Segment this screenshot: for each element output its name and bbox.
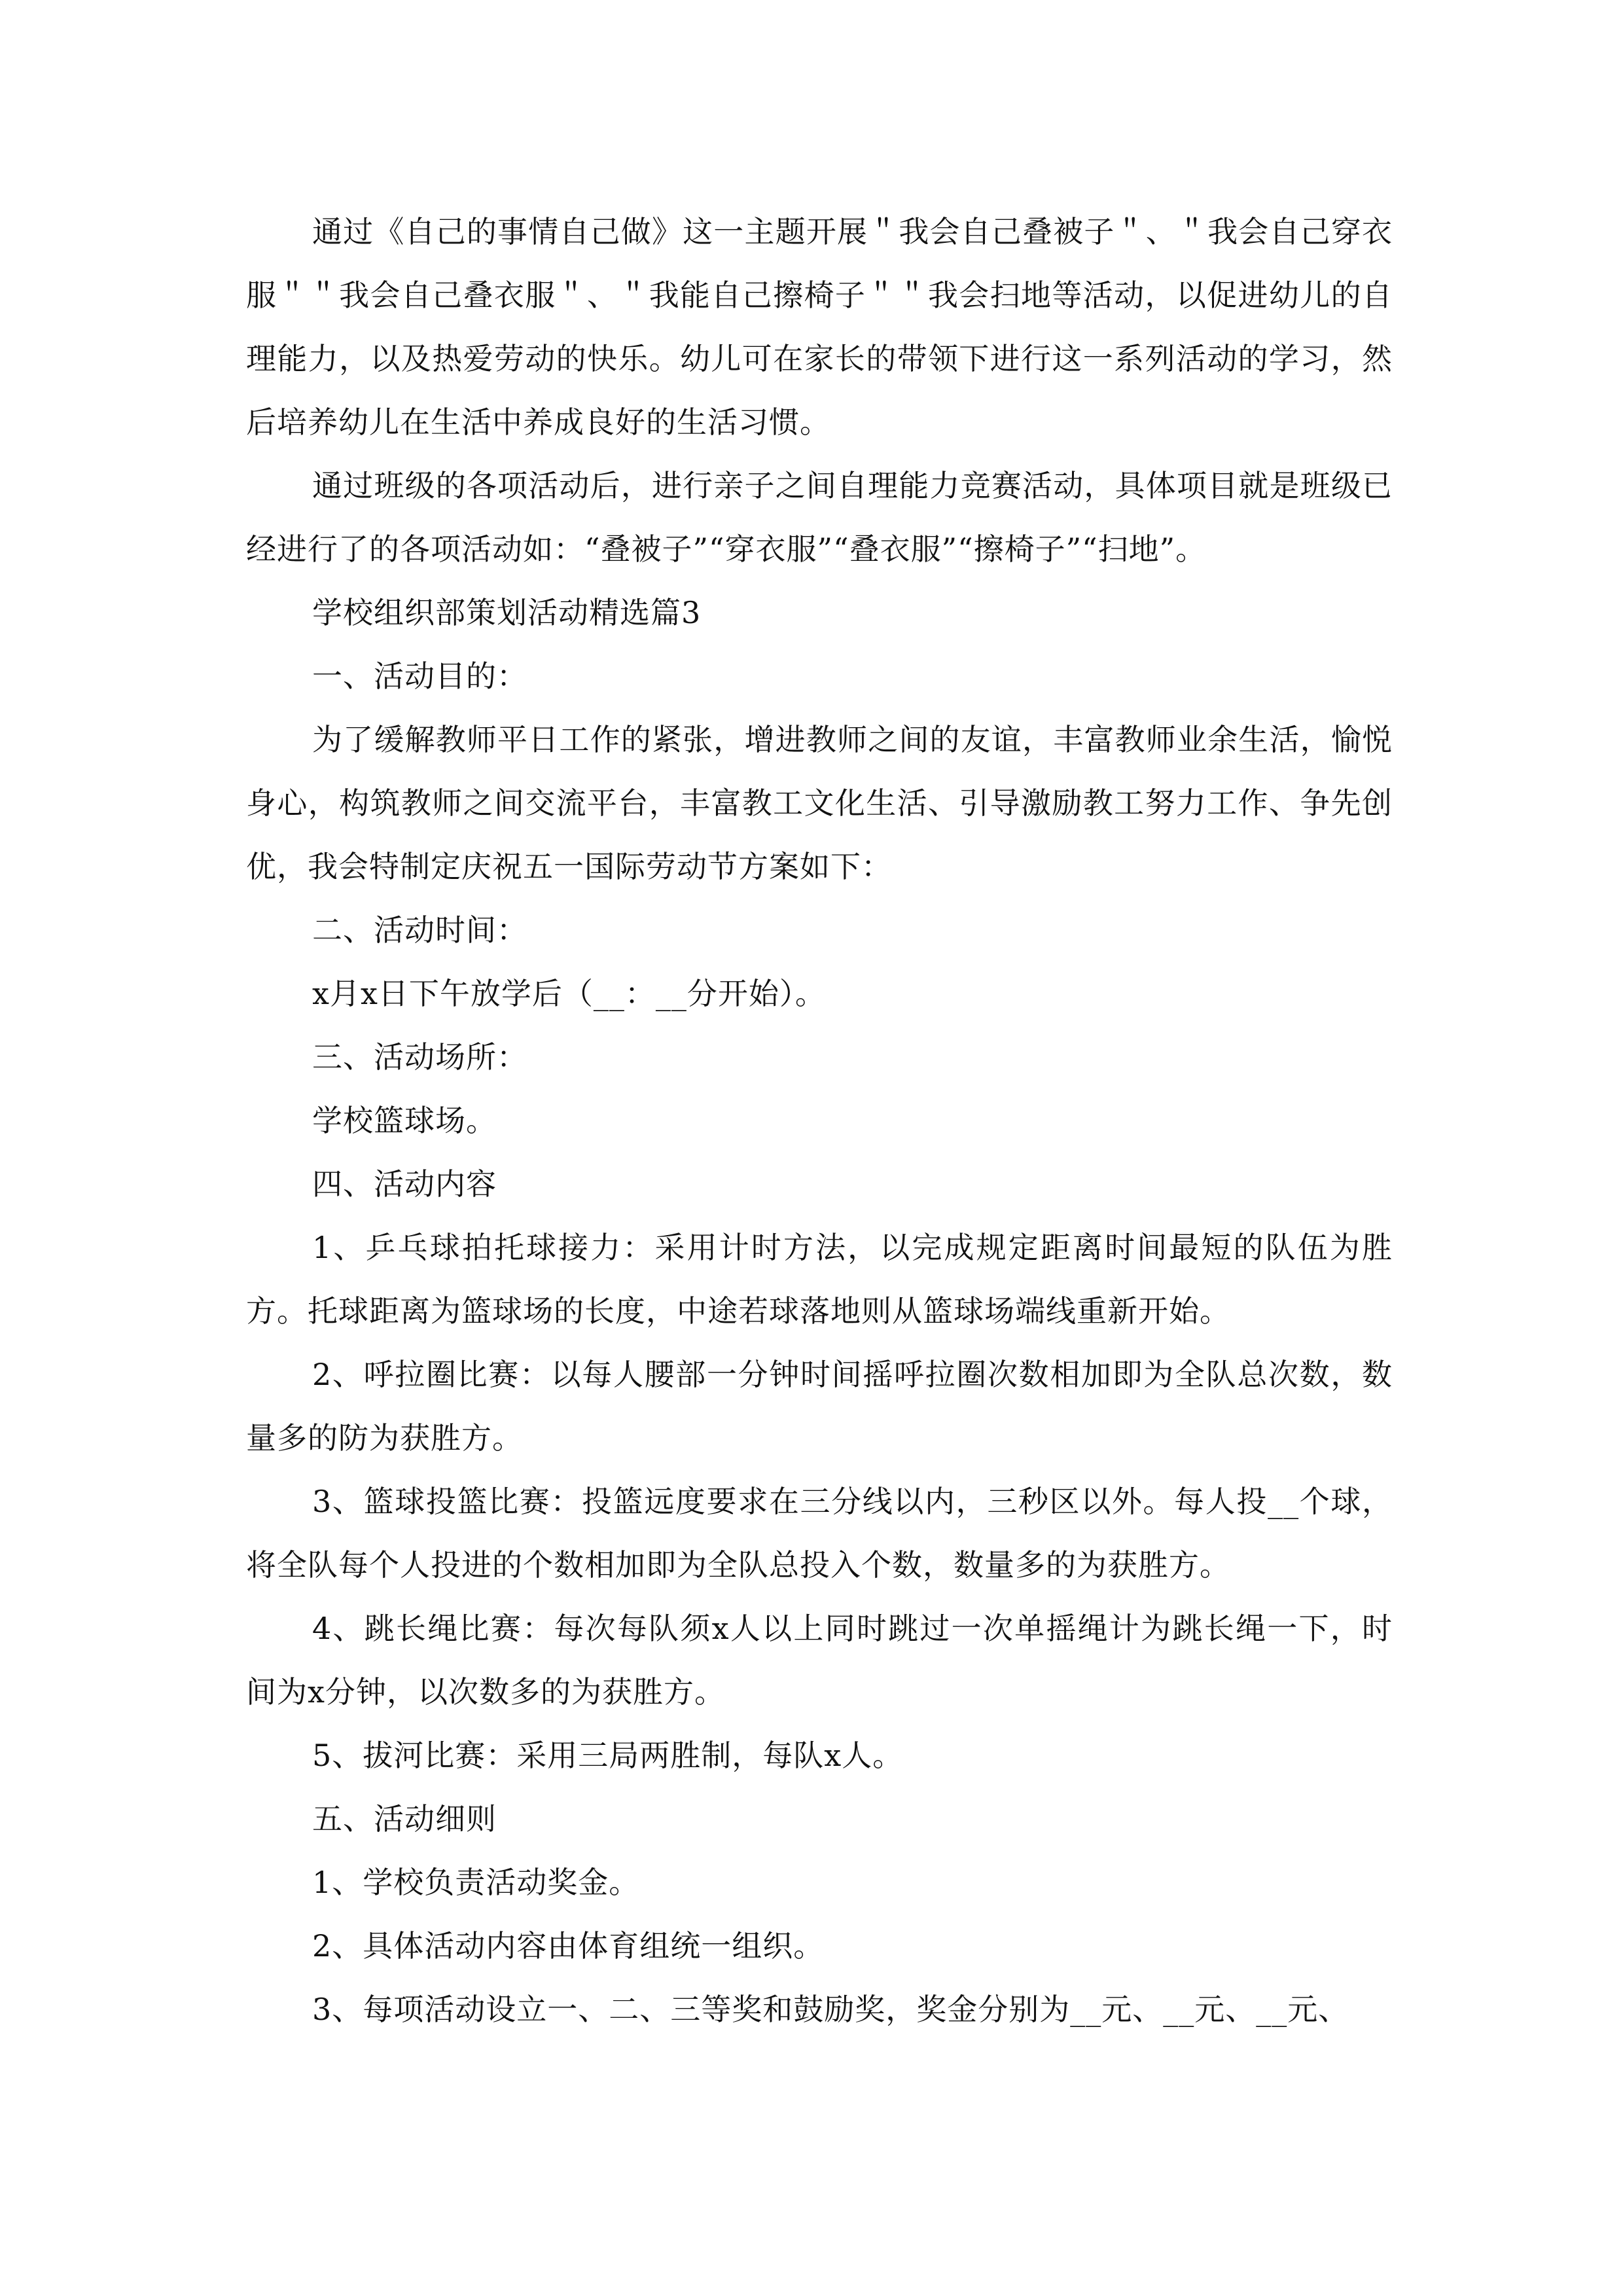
paragraph-time: x月x日下午放学后（__：__分开始）。 [312, 976, 826, 1011]
item-long-rope: 4、跳长绳比赛：每次每队须x人以上同时跳过一次单摇绳计为跳长绳一下，时间为x分钟，以次数多的为获胜方。 [246, 1611, 1393, 1710]
paragraph-purpose: 为了缓解教师平日工作的紧张，增进教师之间的友谊，丰富教师业余生活，愉悦身心，构筑教师之间交流平台，丰富教工文化生活、引导激励教工努力工作、争先创优，我会特制定庆祝五一国际劳动节方案如下： [246, 722, 1393, 884]
item-table-tennis-relay: 1、乒乓球拍托球接力：采用计时方法，以完成规定距离时间最短的队伍为胜方。托球距离为篮球场的长度，中途若球落地则从篮球场端线重新开始。 [246, 1230, 1393, 1329]
heading-venue: 三、活动场所： [312, 1039, 527, 1075]
item-basketball-shooting: 3、篮球投篮比赛：投篮远度要求在三分线以内，三秒区以外。每人投__个球，将全队每个人投进的个数相加即为全队总投入个数，数量多的为获胜方。 [246, 1484, 1393, 1583]
section-title: 学校组织部策划活动精选篇3 [312, 595, 702, 630]
heading-rules: 五、活动细则 [312, 1801, 497, 1837]
paragraph-venue: 学校篮球场。 [312, 1103, 497, 1138]
document-body [246, 200, 1393, 2041]
rule-prize-funding: 1、学校负责活动奖金。 [312, 1865, 640, 1900]
heading-content: 四、活动内容 [312, 1166, 497, 1202]
rule-organization: 2、具体活动内容由体育组统一组织。 [312, 1928, 825, 1964]
heading-time: 二、活动时间： [312, 912, 527, 948]
heading-purpose: 一、活动目的： [312, 658, 527, 694]
item-hula-hoop: 2、呼拉圈比赛：以每人腰部一分钟时间摇呼拉圈次数相加即为全队总次数，数量多的防为获胜方。 [246, 1357, 1393, 1456]
rule-awards: 3、每项活动设立一、二、三等奖和鼓励奖，奖金分别为__元、__元、__元、 [312, 1992, 1349, 2027]
paragraph-intro-activities: 通过《自己的事情自己做》这一主题开展＂我会自己叠被子＂、＂我会自己穿衣服＂＂我会自己叠衣服＂、＂我能自己擦椅子＂＂我会扫地等活动，以促进幼儿的自理能力，以及热爱劳动的快乐。幼儿可在家长的带领下进行这一系列活动的学习，然后培养幼儿在生活中养成良好的生活习惯。 [246, 214, 1393, 440]
paragraph-competition: 通过班级的各项活动后，进行亲子之间自理能力竞赛活动，具体项目就是班级已经进行了的各项活动如：“叠被子”“穿衣服”“叠衣服”“擦椅子”“扫地”。 [246, 468, 1393, 567]
item-tug-of-war: 5、拔河比赛：采用三局两胜制，每队x人。 [312, 1738, 904, 1773]
